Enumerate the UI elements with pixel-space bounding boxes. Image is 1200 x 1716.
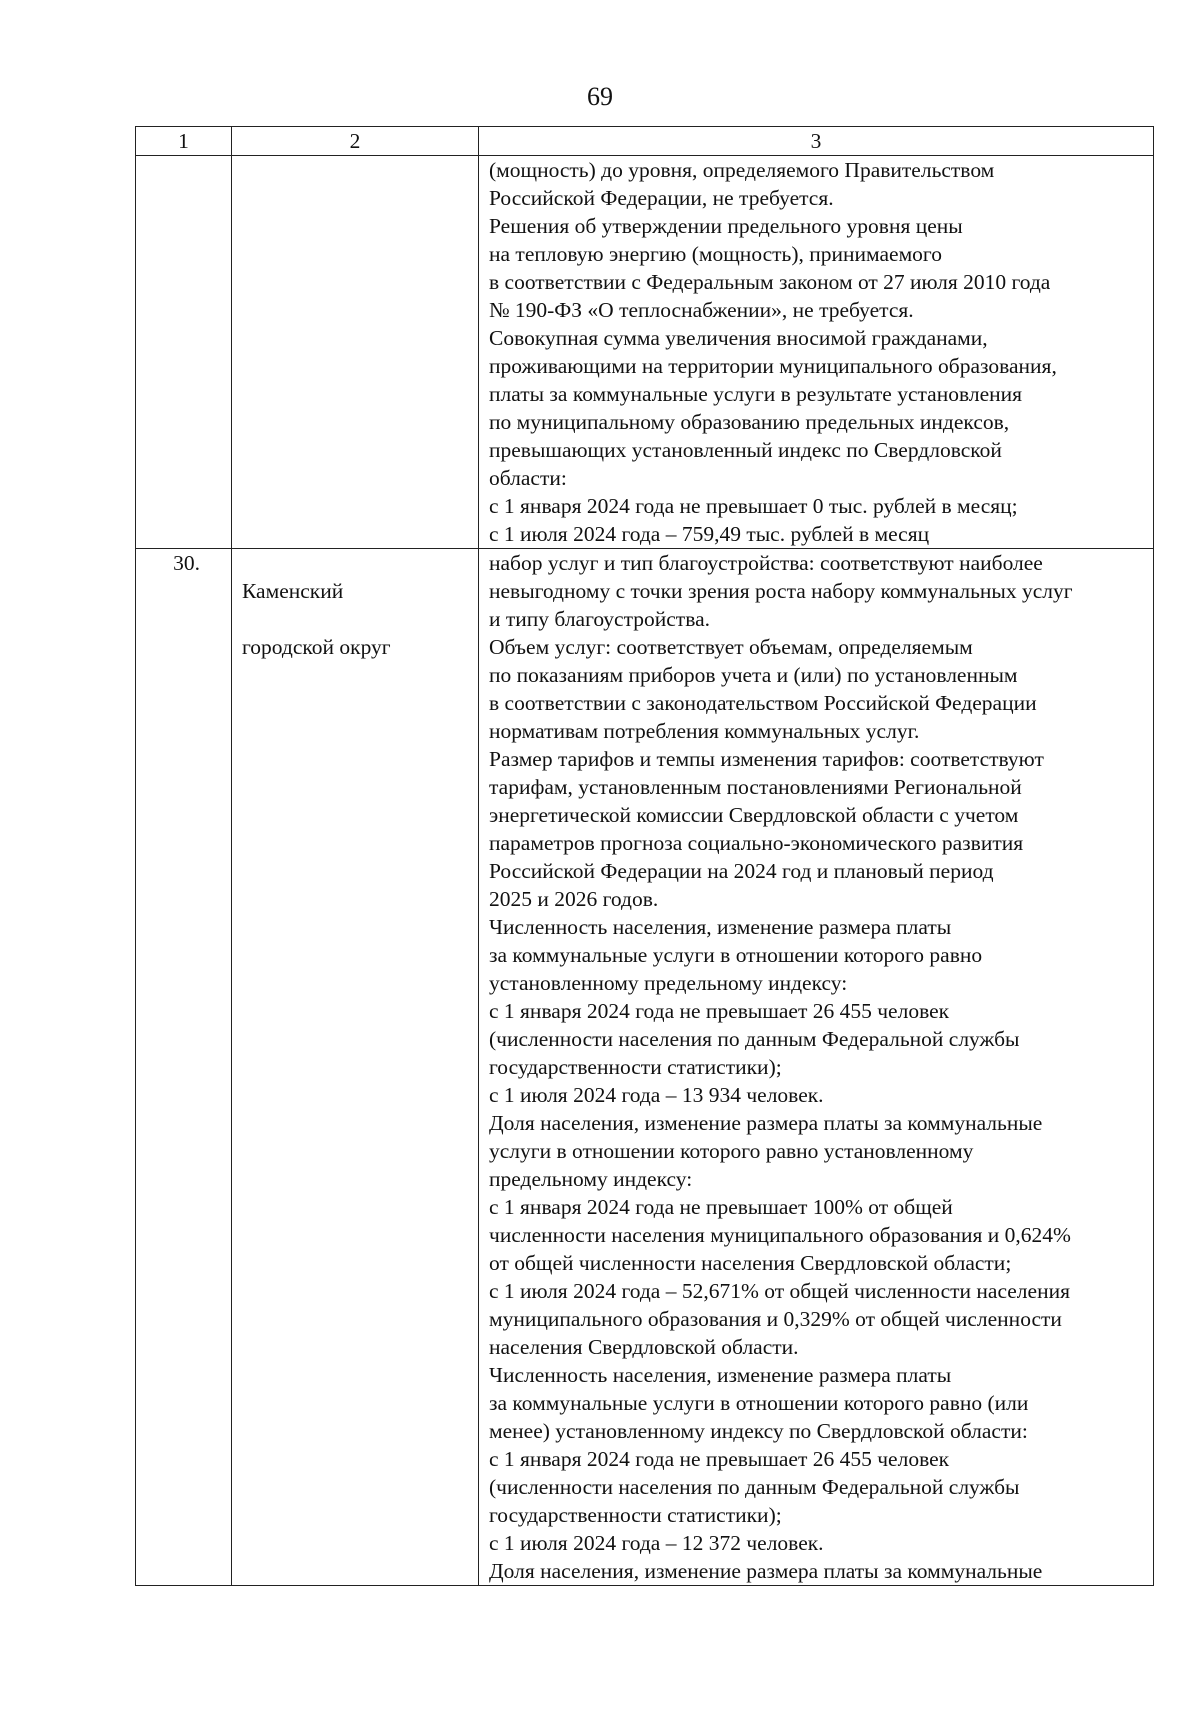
description-line: (численности населения по данным Федеральной службы — [489, 1027, 1020, 1051]
description-line: проживающими на территории муниципального образования, — [489, 354, 1057, 378]
table-row-30 — [136, 549, 1154, 1586]
description-line: с 1 января 2024 года не превышает 26 455 человек — [489, 1447, 950, 1471]
description-line: по муниципальному образованию предельных индексов, — [489, 410, 1010, 434]
description-line: Численность населения, изменение размера платы — [489, 1363, 952, 1387]
table-header-row — [136, 127, 1154, 156]
description-text — [479, 156, 1153, 548]
description-line: № 190-ФЗ «О теплоснабжении», не требуется. — [489, 298, 914, 322]
description-line: Доля населения, изменение размера платы за коммунальные — [489, 1559, 1043, 1583]
description-line: энергетической комиссии Свердловской области с учетом — [489, 803, 1019, 827]
description-line: с 1 июля 2024 года – 52,671% от общей численности населения — [489, 1279, 1070, 1303]
description-line: услуги в отношении которого равно установленному — [489, 1139, 974, 1163]
description-cell — [479, 549, 1154, 1586]
description-line: платы за коммунальные услуги в результате установления — [489, 382, 1023, 406]
description-line: за коммунальные услуги в отношении которого равно — [489, 943, 983, 967]
description-line: набор услуг и тип благоустройства: соответствуют наиболее — [489, 551, 1043, 575]
description-line: параметров прогноза социально-экономического развития — [489, 831, 1024, 855]
municipality-cell — [232, 156, 479, 549]
description-line: Размер тарифов и темпы изменения тарифов: соответствуют — [489, 747, 1044, 771]
description-line: нормативам потребления коммунальных услуг. — [489, 719, 920, 743]
description-line: тарифам, установленным постановлениями Региональной — [489, 775, 1022, 799]
description-line: Доля населения, изменение размера платы за коммунальные — [489, 1111, 1043, 1135]
description-line: в соответствии с Федеральным законом от 27 июля 2010 года — [489, 270, 1051, 294]
column-header-2: 2 — [232, 127, 479, 156]
description-line: менее) установленному индексу по Свердловской области: — [489, 1419, 1028, 1443]
description-cell — [479, 156, 1154, 549]
description-line: (численности населения по данным Федеральной службы — [489, 1475, 1020, 1499]
description-line: по показаниям приборов учета и (или) по установленным — [489, 663, 1018, 687]
row-number-cell: 30. — [136, 549, 232, 1586]
description-line: превышающих установленный индекс по Свердловской — [489, 438, 1002, 462]
description-line: государственности статистики); — [489, 1055, 782, 1079]
description-line: области: — [489, 466, 567, 490]
description-line: Численность населения, изменение размера платы — [489, 915, 952, 939]
description-line: за коммунальные услуги в отношении которого равно (или — [489, 1391, 1029, 1415]
description-line: на тепловую энергию (мощность), принимаемого — [489, 242, 942, 266]
description-line: с 1 января 2024 года не превышает 0 тыс. рублей в месяц; — [489, 494, 1018, 518]
description-line: с 1 июля 2024 года – 759,49 тыс. рублей в месяц — [489, 522, 930, 546]
description-line: численности населения муниципального образования и 0,624% — [489, 1223, 1071, 1247]
description-line: предельному индексу: — [489, 1167, 693, 1191]
column-header-3: 3 — [479, 127, 1154, 156]
description-text — [479, 549, 1153, 1585]
description-line: с 1 июля 2024 года – 12 372 человек. — [489, 1531, 824, 1555]
description-line: невыгодному с точки зрения роста набору коммунальных услуг — [489, 579, 1073, 603]
data-table — [135, 126, 1154, 1586]
description-line: Российской Федерации, не требуется. — [489, 186, 834, 210]
description-line: от общей численности населения Свердловской области; — [489, 1251, 1012, 1275]
description-line: с 1 января 2024 года не превышает 26 455 человек — [489, 999, 950, 1023]
row-number-cell — [136, 156, 232, 549]
description-line: Решения об утверждении предельного уровня цены — [489, 214, 963, 238]
description-line: (мощность) до уровня, определяемого Правительством — [489, 158, 995, 182]
municipality-name-line: городской округ — [242, 635, 391, 659]
description-line: в соответствии с законодательством Российской Федерации — [489, 691, 1037, 715]
description-line: и типу благоустройства. — [489, 607, 710, 631]
description-line: населения Свердловской области. — [489, 1335, 799, 1359]
description-line: Российской Федерации на 2024 год и плановый период — [489, 859, 994, 883]
description-line: муниципального образования и 0,329% от общей численности — [489, 1307, 1062, 1331]
page-number: 69 — [587, 82, 613, 111]
description-line: Совокупная сумма увеличения вносимой гражданами, — [489, 326, 988, 350]
description-line: государственности статистики); — [489, 1503, 782, 1527]
description-line: с 1 января 2024 года не превышает 100% от общей — [489, 1195, 953, 1219]
table-row-continuation — [136, 156, 1154, 549]
description-line: с 1 июля 2024 года – 13 934 человек. — [489, 1083, 824, 1107]
description-line: Объем услуг: соответствует объемам, определяемым — [489, 635, 973, 659]
description-line: установленному предельному индексу: — [489, 971, 848, 995]
municipality-cell — [232, 549, 479, 1586]
column-header-1: 1 — [136, 127, 232, 156]
municipality-name-line: Каменский — [242, 579, 344, 603]
description-line: 2025 и 2026 годов. — [489, 887, 659, 911]
